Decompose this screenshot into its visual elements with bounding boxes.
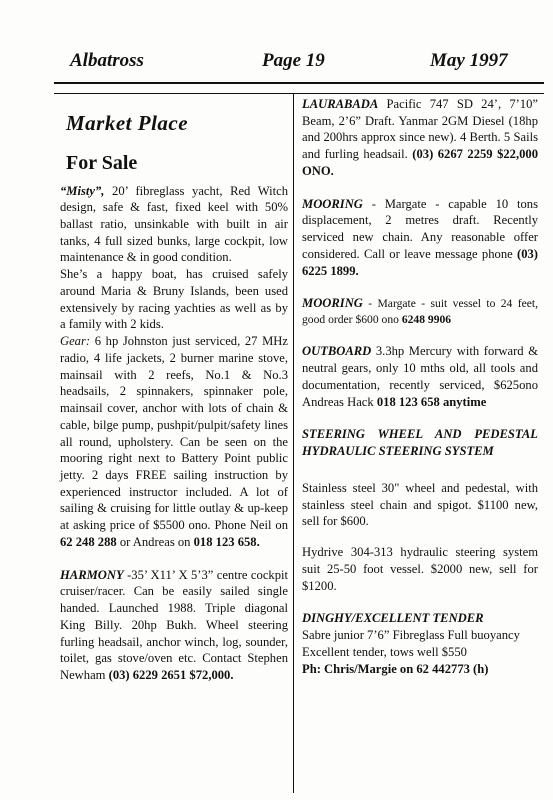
header-publication: Albatross [70,50,144,71]
ad-mooring-2 [302,295,538,327]
ad-mooring-2-body: - Margate - suit vessel to 24 feet, good order $600 ono [302,297,538,327]
ad-misty-mid: or Andreas on [116,534,194,549]
ad-misty [60,183,288,551]
ad-dinghy-heading: DINGHY/EXCELLENT TENDER [302,611,484,626]
header-rule-top [54,82,544,84]
ad-outboard-name: OUTBOARD [302,344,372,359]
ad-mooring-1-contact: (03) 6225 1899. [302,246,538,278]
header-page-number: Page 19 [262,50,325,71]
ad-steering-item-2: Hydrive 304-313 hydraulic steering system suit 25-50 foot vessel. $2000 new, sell for $1200. [302,545,538,593]
ad-steering [302,426,538,594]
ad-dinghy [302,610,538,677]
ad-dinghy-contact: Ph: Chris/Margie on 62 442773 (h) [302,661,489,676]
ad-outboard [302,343,538,410]
ad-dinghy-body: Sabre junior 7’6” Fibreglass Full buoyancy Excellent tender, tows well $550 [302,628,520,659]
ad-misty-phone: 62 248 288 [60,534,117,549]
ad-misty-gear-label: Gear: [60,334,91,349]
ad-harmony-name: HARMONY [60,567,124,582]
ad-mooring-2-name: MOORING [302,296,363,311]
ad-misty-body: 20’ fibreglass yacht, Red Witch design, safe & fast, fixed keel with 50% ballast ratio, unsinkable with built in air tanks, 4 full sized bunks, large cockpit, low maintenance & in good condition. [60,183,288,265]
ad-harmony [60,567,288,684]
ad-mooring-1-body: - Margate - capable 10 tons displacement, 2 metres draft. Recently serviced new chain. Any reasonable offer considered. Call or leave message phone [302,196,538,261]
ad-misty-phone2: 018 123 658. [193,534,260,549]
ad-misty-gear-body: 6 hp Johnston just serviced, 27 MHz radio, 4 life jackets, 2 burner marine stove, mainsail with 2 reefs, No.1 & No.3 headsails, 2 spinnakers, spinnaker pole, mainsail cover, anchor with lots of chain & cable, bilge pump, pushpit/pulpit/safety lines all round, upholstery. Can be seen on the mooring right next to Battery Point public jetty. 2 days FREE sailing instruction by experienced instructor included. A lot of sailing & cruising for little outlay & up-keep at asking price of $5500 ono. Phone Neil on [60,334,288,533]
ad-laurabada-contact: (03) 6267 2259 $22,000 ONO. [302,147,538,178]
ad-laurabada-name: LAURABADA [302,97,379,111]
ad-laurabada [302,96,538,180]
header-date: May 1997 [430,50,508,71]
ad-mooring-1-name: MOORING [302,196,363,211]
ad-laurabada-body: Pacific 747 SD 24’, 7’10” Beam, 2’6” Draft. Yanmar 2GM Diesel (18hp and 200hrs approx since new). 4 Berth. 5 Sails and furling headsail. [302,97,538,162]
column-divider [293,93,294,793]
header-rule-bottom [54,93,544,94]
right-column [302,96,538,689]
ad-mooring-1 [302,196,538,280]
ad-steering-item-1: Stainless steel 30" wheel and pedestal, with stainless steel chain and spigot. $1100 new, sell for $600. [302,480,538,529]
ad-outboard-contact: 018 123 658 anytime [376,394,487,409]
for-sale-title: For Sale [66,151,138,174]
ad-steering-heading: STEERING WHEEL AND PEDESTAL HYDRAULIC STEERING SYSTEM [302,427,538,459]
ad-mooring-2-contact: 6248 9906 [401,313,452,327]
ad-misty-para2: She’s a happy boat, has cruised safely around Maria & Bruny Islands, been used extensively by racing yachties as well as by a family with 2 kids. [60,267,288,332]
ad-outboard-body: 3.3hp Mercury with forward & neutral gears, only 10 mths old, all tools and documentation, recently serviced, $625ono Andreas Hack [302,344,538,409]
ad-harmony-contact: (03) 6229 2651 $72,000. [108,668,234,683]
ad-misty-name: “Misty”, [60,183,105,198]
ad-harmony-body: -35’ X11’ X 5’3” centre cockpit cruiser/racer. Can be easily sailed single handed. Launched 1988. Triple diagonal King Billy. 20hp Bukh. Wheel steering furling headsail, anchor winch, log, sounder, toilet, gas stove/oven etc. Contact Stephen Newham [60,567,288,683]
left-column [60,96,288,696]
section-title: Market Place [66,111,189,135]
